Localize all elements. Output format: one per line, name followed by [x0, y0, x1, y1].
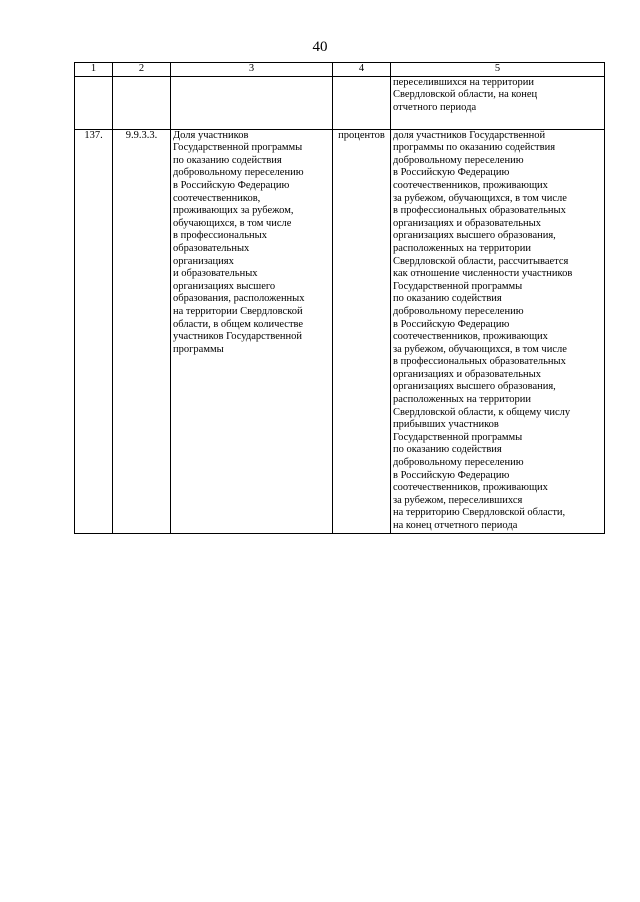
page-number: 40	[312, 39, 328, 55]
continuation-cell-1	[75, 76, 113, 129]
indicator-table	[74, 62, 605, 534]
continuation-cell-3	[171, 76, 333, 129]
column-number-3: 3	[171, 63, 333, 77]
continuation-cell-2	[113, 76, 171, 129]
table-row	[75, 129, 605, 533]
table-header-row	[75, 63, 605, 77]
indicator-name: Доля участников Государственной программы по оказанию содействия добровольному переселению в Российскую Федерацию соотечественников, проживающих за рубежом, обучающихся, в том числе в профессиональных образовательных организациях и образовательных организациях высшего образования, расположенных на территории Свердловской области, в общем количестве участников Государственной программы	[171, 129, 333, 533]
column-number-1: 1	[75, 63, 113, 77]
continuation-row	[75, 76, 605, 129]
column-number-5: 5	[391, 63, 605, 77]
column-number-4: 4	[333, 63, 391, 77]
indicator-code: 9.9.3.3.	[113, 129, 171, 533]
calculation-method: доля участников Государственной программы по оказанию содействия добровольному переселению в Российскую Федерацию соотечественников, проживающих за рубежом, обучающихся, в том числе в профессиональных образовательных организациях и образовательных организациях высшего образования, расположенных на территории Свердловской области, рассчитывается как отношение численности участников Государственной программы по оказанию содействия добровольному переселению в Российскую Федерацию соотечественников, проживающих за рубежом, обучающихся, в том числе в профессиональных образовательных организациях и образовательных организациях высшего образования, расположенных на территории Свердловской области, к общему числу прибывших участников Государственной программы по оказанию содействия добровольному переселению в Российскую Федерацию соотечественников, проживающих за рубежом, переселившихся на территорию Свердловской области, на конец отчетного периода	[391, 129, 605, 533]
unit-of-measure: процентов	[333, 129, 391, 533]
row-number: 137.	[75, 129, 113, 533]
continuation-cell-4	[333, 76, 391, 129]
column-number-2: 2	[113, 63, 171, 77]
continuation-cell-5: переселившихся на территории Свердловской области, на конец отчетного периода	[391, 76, 605, 129]
